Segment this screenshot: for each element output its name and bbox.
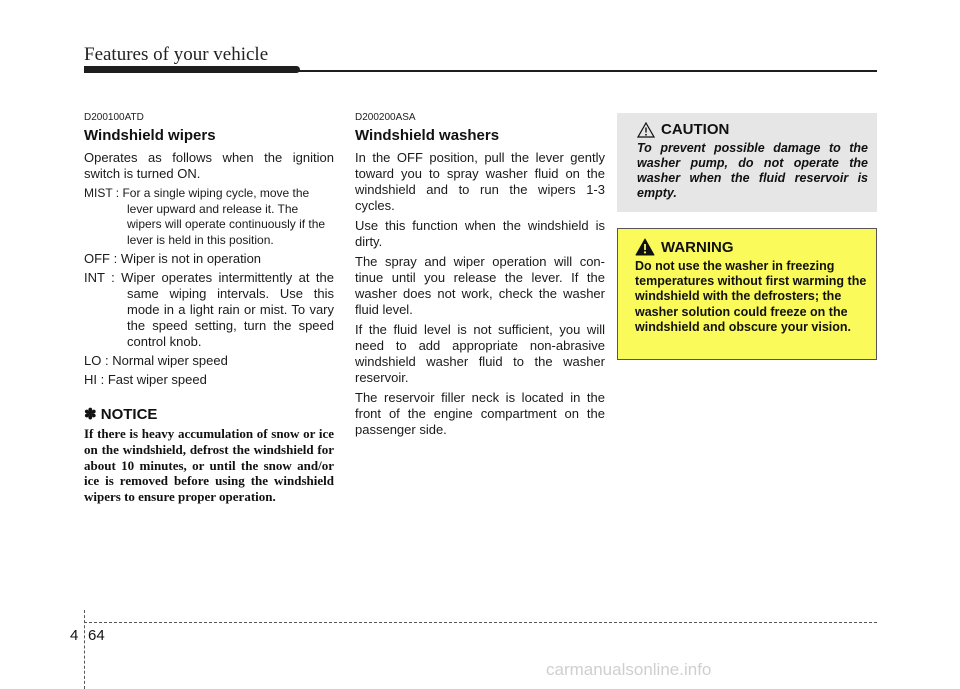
caution-text: To prevent possible damage to the washer pump, do not operate the washer when the fluid reservoir is empty.: [637, 141, 868, 200]
mode-description: Fast wiper speed: [107, 372, 207, 387]
mode-off: [84, 251, 334, 267]
caution-title: CAUTION: [661, 121, 730, 138]
footer-rule: [84, 622, 877, 623]
warning-box: [617, 228, 877, 360]
washers-section: [355, 112, 605, 442]
caution-box: [617, 113, 877, 212]
paragraph: If the fluid level is not sufficient, you will need to add appropriate non-abrasive windshield washer fluid to the washer reservoir.: [355, 322, 605, 385]
header-bar: [84, 66, 300, 73]
paragraph: The reservoir filler neck is located in the front of the engine compartment on the passenger side.: [355, 390, 605, 437]
warning-title: WARNING: [661, 238, 734, 256]
notice-text: If there is heavy accumulation of snow or ice on the windshield, defrost the windshield for about 10 minutes, or until the snow and/or ice is removed before using the windshield wipers to ensure proper operation.: [84, 426, 334, 505]
mode-term: LO :: [84, 353, 109, 368]
notice-label: NOTICE: [100, 406, 158, 423]
mode-term: OFF :: [84, 251, 118, 266]
intro-text: Operates as follows when the ignition switch is turned ON.: [84, 150, 334, 181]
mode-description: Normal wiper speed: [112, 353, 228, 368]
mode-term: HI :: [84, 372, 105, 387]
mode-description: For a single wiping cycle, move the lever upward and release it. The wipers will operate continuously if the lever is held in this position.: [122, 186, 326, 247]
warning-text: Do not use the washer in freezing temperatures without first warming the windshield with the defrosters; the washer solution could freeze on the windshield and obscure your vision.: [635, 259, 867, 334]
header-rule: [296, 70, 877, 72]
mode-description: Wiper operates intermittently at the same wiping intervals. Use this mode in a light rain or mist. To vary the speed setting, turn the speed control knob.: [121, 270, 334, 349]
page-number: 64: [88, 627, 105, 644]
section-code: D200200ASA: [355, 112, 416, 123]
paragraph: In the OFF position, pull the lever gently toward you to spray washer fluid on the windshield and to run the wipers 1-3 cycles.: [355, 150, 605, 213]
caution-triangle-icon: [637, 122, 655, 138]
mode-term: MIST :: [84, 186, 120, 200]
mode-term: INT :: [84, 270, 115, 285]
watermark: carmanualsonline.info: [546, 660, 712, 679]
mode-int: [84, 270, 334, 350]
section-code: D200100ATD: [84, 112, 144, 123]
notice-title: [84, 405, 334, 423]
mode-description: Wiper is not in operation: [120, 251, 262, 266]
page-header-title: Features of your vehicle: [84, 44, 269, 65]
mode-lo: [84, 353, 334, 369]
section-heading: Windshield wipers: [84, 127, 216, 144]
warning-triangle-icon: [635, 238, 655, 256]
paragraph: Use this function when the windshield is dirty.: [355, 218, 605, 249]
notice-icon: ✽: [84, 406, 97, 423]
paragraph: The spray and wiper operation will con-tinue until you release the lever. If the washer does not work, check the washer fluid level.: [355, 254, 605, 317]
mode-mist: [84, 186, 334, 248]
section-heading: Windshield washers: [355, 127, 500, 144]
footer-divider: [84, 610, 85, 689]
chapter-number: 4: [70, 627, 79, 644]
mode-hi: [84, 372, 334, 388]
wipers-section: [84, 112, 334, 505]
